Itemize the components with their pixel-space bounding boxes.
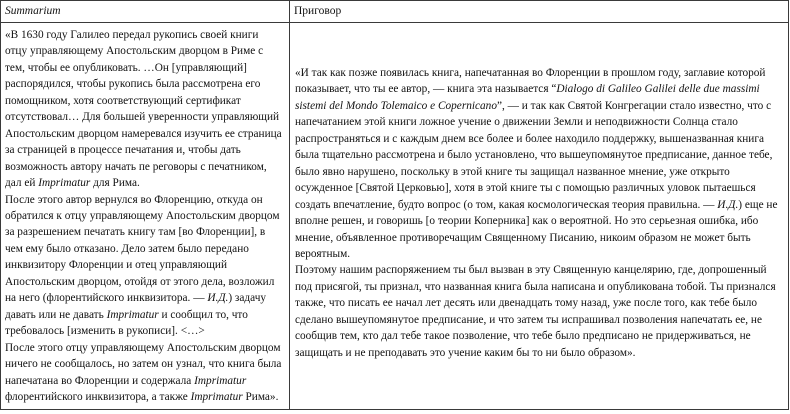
italic-run: Imprimatur — [106, 308, 159, 321]
body-cell-verdict — [290, 23, 789, 410]
header-cell-verdict — [290, 1, 789, 23]
body-cell-summarium — [1, 23, 290, 410]
verdict-text-block — [290, 23, 788, 365]
paragraph: Поэтому нашим распоряжением ты был вызван в эту Священную канцелярию, где, допрошенный под присягой, ты признал, что названная книга была написана и опубликована тобой. Ты признался также, что писать ее начал лет десять или двенадцать тому назад, уже после того, как тебе было сделано вышеупомянутое предписание, и что затем ты испрашивал позволения напечатать ее, не сообщив тем, кто дал тебе такое позволение, что тебе было предписано не придерживаться, не защищать и не преподавать это учение каким бы то ни было образом». — [295, 264, 776, 359]
paragraph: После этого отцу управляющему Апостольским дворцом ничего не сообщалось, но затем он узнал, что книга была напечатана во Флоренции и содержала Imprimatur флорентийского инквизитора, а также Imprimatur Рима». — [5, 341, 282, 403]
italic-run: Imprimatur — [190, 390, 243, 403]
italic-run: И.Д. — [207, 292, 229, 305]
italic-run: Imprimatur — [38, 177, 91, 190]
paragraph: «И так как позже появилась книга, напечатанная во Флоренции в прошлом году, заглавие которой показывает, что ты ее автор, — книга эта называется “Dialogo di Galileo Galilei delle due massimi sistemi del Mondo Tolemaico e Copernicano”, — и так как Святой Конгрегации стало известно, что с напечатанием этой книги ложное учение о движении Земли и неподвижности Солнца стало распространяться и с каждым днем все более и более находило поддержку, вышеназванная книга была тщательно рассмотрена и было установлено, что вышеупомянутое предписание, данное тебе, было явно нарушено, поскольку в этой книге ты защищал названное мнение, уже открыто осужденное [Святой Церковью], хотя в этой книге ты с помощью различных уловок пытаешься создать впечатление, будто вопрос (о том, какая космологическая теория правильна. — И.Д.) еще не вполне решен, и говоришь [о теории Коперника] как о вероятной. Но это серьезная ошибка, ибо мнение, объявленное противоречащим Священному Писанию, никоим образом не может быть вероятным. — [295, 67, 778, 260]
paragraph: «В 1630 году Галилео передал рукопись своей книги отцу управляющему Апостольским дворцом в Риме с тем, чтобы ее опубликовать. …Он [управляющий] распорядился, чтобы рукопись была рассмотрена его помощником, хотя соответствующий сертификат отсутствовал… Для большей уверенности управляющий Апостольским дворцом намеревался изучить ее страница за страницей в процессе печатания и, чтобы дать возможность автору начать пе реговоры с печатником, дал ей Imprimatur для Рима. — [5, 29, 282, 190]
column-header-right: Приговор — [294, 5, 342, 17]
summarium-text-block — [1, 23, 289, 409]
table-header-row — [1, 1, 789, 23]
header-cell-summarium — [1, 1, 290, 23]
italic-run: И.Д. — [717, 198, 739, 211]
table-row — [1, 23, 789, 410]
paragraph: После этого автор вернулся во Флоренцию, откуда он обратился к отцу управляющему Апостольским дворцом за разрешением печатать книгу там [во Флоренции], в чем ему было отказано. Дело затем было передано инквизитору Флоренции и отец управляющий Апостольским дворцом, отойдя от этого дела, возложил на него (флорентийского инквизитора. — И.Д.) задачу давать или не давать Imprimatur и сообщил то, что требовалось [изменить в рукописи]. <…> — [5, 193, 280, 338]
italic-run: Dialogo di Galileo Galilei delle due massimi sistemi del Mondo Tolemaico e Copernicano — [295, 83, 760, 112]
column-header-left: Summarium — [5, 5, 61, 17]
italic-run: Imprimatur — [194, 374, 247, 387]
